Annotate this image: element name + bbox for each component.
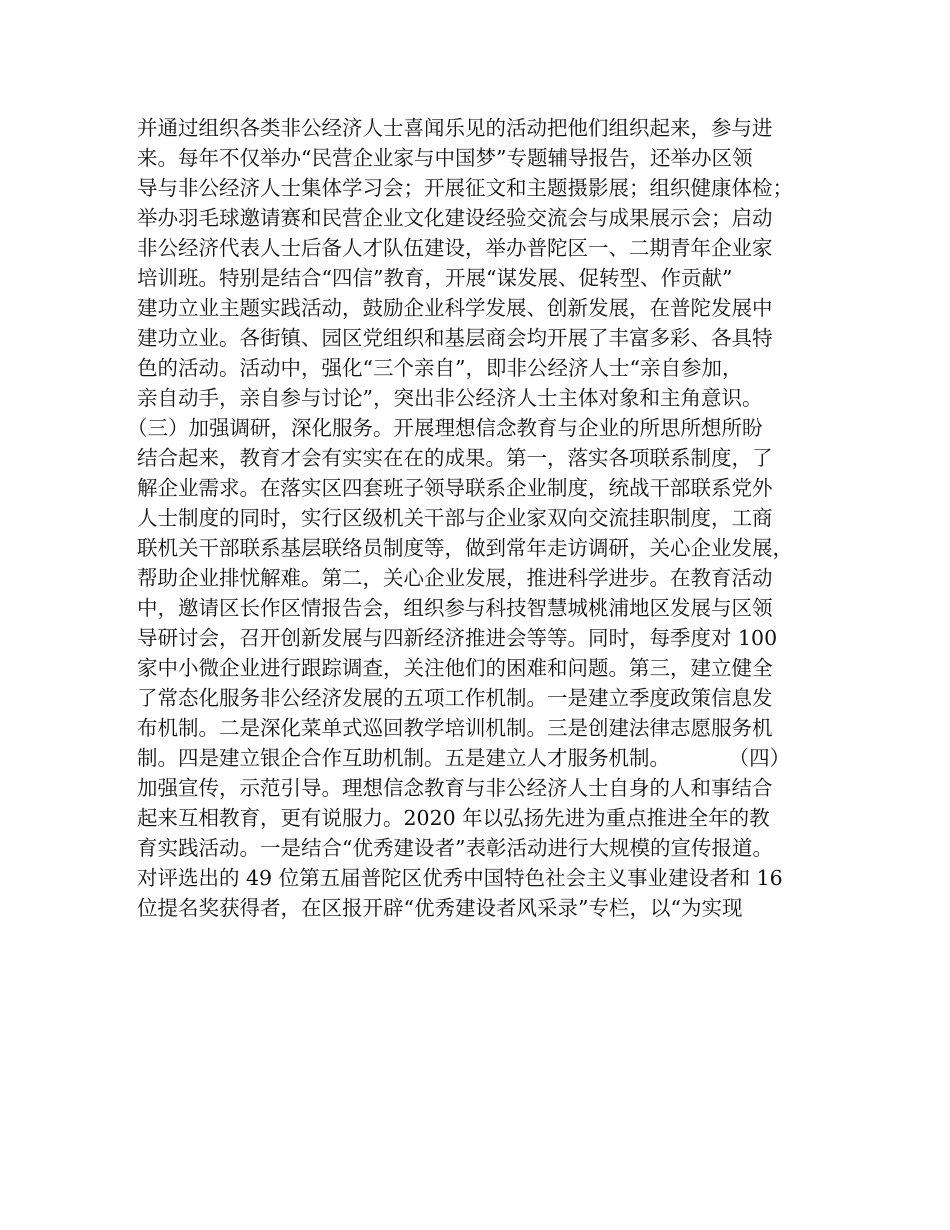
text-line: 并通过组织各类非公经济人士喜闻乐见的活动把他们组织起来，参与进 (137, 116, 773, 140)
text-line: 育实践活动。一是结合“优秀建设者”表彰活动进行大规模的宣传报道。 (137, 836, 773, 860)
text-line: 导研讨会，召开创新发展与四新经济推进会等等。同时，每季度对 100 (137, 626, 778, 650)
text-line: 亲自动手，亲自参与讨论”，突出非公经济人士主体对象和主角意识。 (137, 386, 763, 410)
text-line: 导与非公经济人士集体学习会；开展征文和主题摄影展；组织健康体检； (137, 176, 793, 200)
text-line: 非公经济代表人士后备人才队伍建设，举办普陀区一、二期青年企业家 (137, 236, 773, 260)
text-line: 联机关干部联系基层联络员制度等，做到常年走访调研，关心企业发展， (137, 536, 793, 560)
text-line: 培训班。特别是结合“四信”教育，开展“谋发展、促转型、作贡献” (137, 266, 733, 290)
text-line: 解企业需求。在落实区四套班子领导联系企业制度，统战干部联系党外 (137, 476, 773, 500)
text-line: 布机制。二是深化菜单式巡回教学培训机制。三是创建法律志愿服务机 (137, 716, 773, 740)
text-line: 来。每年不仅举办“民营企业家与中国梦”专题辅导报告，还举办区领 (137, 146, 753, 170)
text-line: 帮助企业排忧解难。第二，关心企业发展，推进科学进步。在教育活动 (137, 566, 773, 590)
text-line: 制。四是建立银企合作互助机制。五是建立人才服务机制。 （四） (137, 746, 791, 770)
text-line: 起来互相教育，更有说服力。2020 年以弘扬先进为重点推进全年的教 (137, 806, 770, 830)
text-line: 了常态化服务非公经济发展的五项工作机制。一是建立季度政策信息发 (137, 686, 773, 710)
section-heading-line: （三）加强调研，深化服务。开展理想信念教育与企业的所思所想所盼 (127, 416, 763, 440)
text-line: 结合起来，教育才会有实实在在的成果。第一，落实各项联系制度，了 (137, 446, 773, 470)
text-line: 色的活动。活动中，强化“三个亲自”，即非公经济人士“亲自参加， (137, 356, 743, 380)
text-line: 家中小微企业进行跟踪调查，关注他们的困难和问题。第三，建立健全 (137, 656, 773, 680)
text-line: 建功立业。各街镇、园区党组织和基层商会均开展了丰富多彩、各具特 (137, 326, 773, 350)
text-line: 建功立业主题实践活动，鼓励企业科学发展、创新发展，在普陀发展中 (137, 296, 773, 320)
text-line: 位提名奖获得者，在区报开辟“优秀建设者风采录”专栏，以“为实现 (137, 896, 743, 920)
text-line: 人士制度的同时，实行区级机关干部与企业家双向交流挂职制度，工商 (137, 506, 773, 530)
text-line: 中，邀请区长作区情报告会，组织参与科技智慧城桃浦地区发展与区领 (137, 596, 773, 620)
text-line: 加强宣传，示范引导。理想信念教育与非公经济人士自身的人和事结合 (137, 776, 773, 800)
text-line: 对评选出的 49 位第五届普陀区优秀中国特色社会主义事业建设者和 16 (137, 866, 783, 890)
text-line: 举办羽毛球邀请赛和民营企业文化建设经验交流会与成果展示会；启动 (137, 206, 773, 230)
